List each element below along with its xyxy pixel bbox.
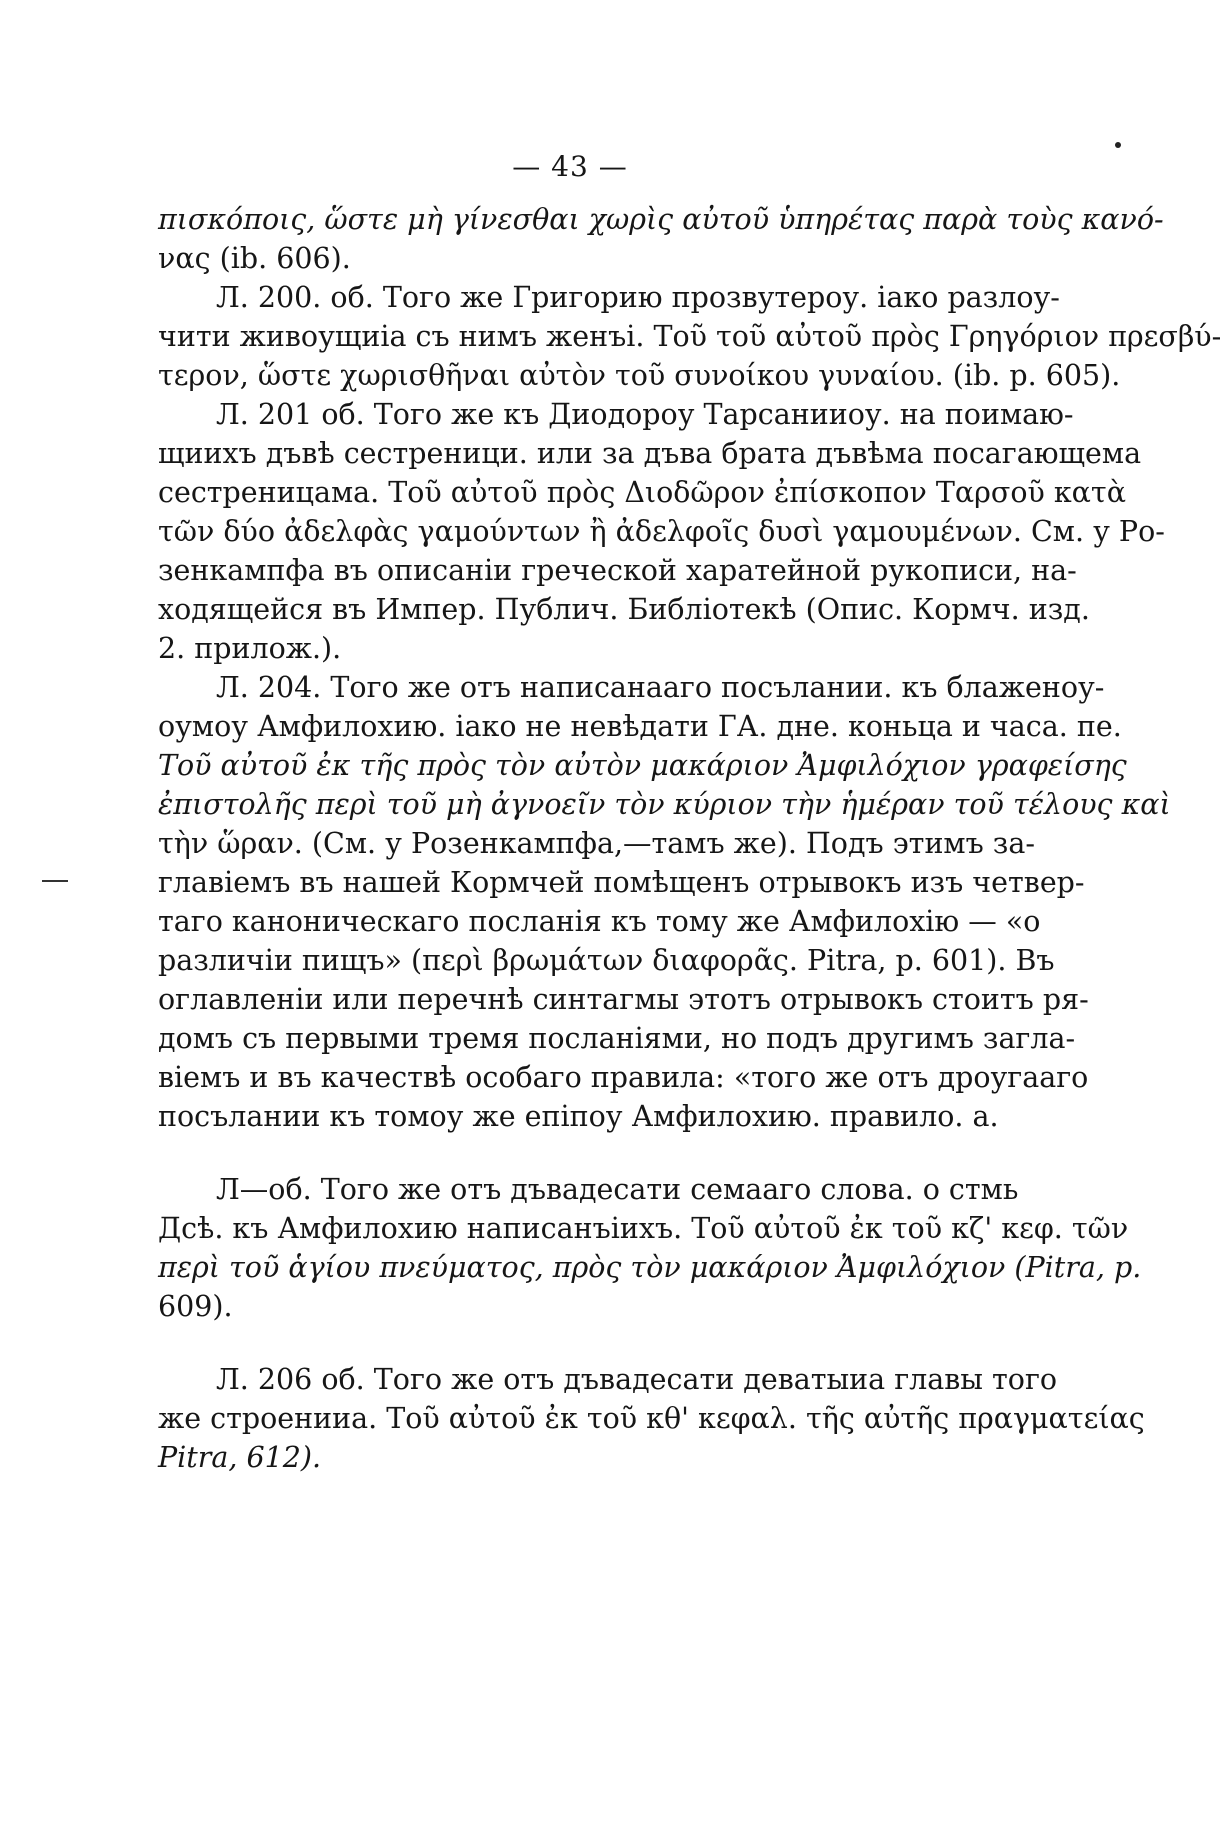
text-line: ходящейся въ Импер. Публич. Библіотекѣ (Опис. Кормч. изд.	[158, 593, 1090, 626]
text-line: щиихъ дъвѣ сестреници. или за дъва брата дъвѣма посагающема	[158, 437, 1142, 470]
text-line: τὴν ὥραν. (См. у Розенкампфа,—тамъ же). Подъ этимъ за-	[158, 827, 1035, 860]
text-line: 609).	[158, 1290, 233, 1323]
text-line: чити живоущиіа съ нимъ женъі. Τοῦ τοῦ αὐτοῦ πρὸς Γρηγόριον πρεσβύ-	[158, 320, 1221, 353]
text-line: τερον, ὥστε χωρισθῆναι αὐτὸν τοῦ συνοίκου γυναίου. (ib. p. 605).	[158, 359, 1121, 392]
text-line: Pitra, 612).	[158, 1441, 322, 1474]
page-number: — 43 —	[512, 150, 628, 183]
text-line: περὶ τοῦ ἁγίου πνεύματος, πρὸς τὸν μακάριον Ἀμφιλόχιον (Pitra, p.	[158, 1251, 1142, 1284]
text-line: 2. прилож.).	[158, 632, 342, 665]
text-line: Τοῦ αὐτοῦ ἐκ τῆς πρὸς τὸν αὐτὸν μακάριον Ἀμφιλόχιον γραφείσης	[158, 749, 1127, 782]
text-line: τῶν δύο ἀδελφὰς γαμούντων ἢ ἀδελφοῖς δυσὶ γαμουμένων. См. у Ро-	[158, 515, 1165, 548]
text-line: Л. 201 об. Того же къ Диодороу Тарсанииоу. на поимаю-	[216, 398, 1074, 431]
ink-dot	[1115, 142, 1121, 148]
text-line: Л—об. Того же отъ дъвадесати семааго слова. о стмь	[216, 1173, 1019, 1206]
text-line: Л. 206 об. Того же отъ дъвадесати деватыиа главы того	[216, 1363, 1058, 1396]
text-line: главіемъ въ нашей Кормчей помѣщенъ отрывокъ изъ четвер-	[158, 866, 1085, 899]
margin-dash	[42, 880, 68, 882]
text-line: оумоу Амфилохию. іако не невѣдати ГА. дне. коньца и часа. пе.	[158, 710, 1122, 743]
text-line: Дсѣ. къ Амфилохию написанъіихъ. Τοῦ αὐτοῦ ἐκ τοῦ κζ' κεφ. τῶν	[158, 1212, 1129, 1245]
text-line: Л. 200. об. Того же Григорию прозвутероу. іако разлоу-	[216, 281, 1060, 314]
text-line: ἐπιστολῆς περὶ τοῦ μὴ ἀγνοεῖν τὸν κύριον τὴν ἡμέραν τοῦ τέλους καὶ	[158, 788, 1171, 821]
text-line: νας (ib. 606).	[158, 242, 351, 275]
text-line: оглавленіи или перечнѣ синтагмы этотъ отрывокъ стоитъ ря-	[158, 983, 1089, 1016]
text-line: же строенииа. Τοῦ αὐτοῦ ἐκ τοῦ κθ' κεφαλ. τῆς αὐτῆς πραγματείας	[158, 1402, 1145, 1435]
text-line: таго каноническаго посланія къ тому же Амфилохію — «о	[158, 905, 1041, 938]
body-text	[158, 200, 1221, 1477]
text-line: сестреницама. Τοῦ αὐτοῦ πρὸς Διοδῶρον ἐπίσκοπον Ταρσοῦ κατὰ	[158, 476, 1126, 509]
text-line: различіи пищъ» (περὶ βρωμάτων διαφορᾶς. Pitra, p. 601). Въ	[158, 944, 1055, 977]
text-line: πισκόποις, ὥστε μὴ γίνεσθαι χωρὶς αὐτοῦ ὑπηρέτας παρὰ τοὺς κανό-	[158, 203, 1164, 236]
text-line: віемъ и въ качествѣ особаго правила: «того же отъ дроугааго	[158, 1061, 1089, 1094]
text-line: посълании къ томоу же епіпоу Амфилохию. правило. а.	[158, 1100, 999, 1133]
text-line: домъ съ первыми тремя посланіями, но подъ другимъ загла-	[158, 1022, 1076, 1055]
text-line: Л. 204. Того же отъ написанааго посълании. къ блаженоу-	[216, 671, 1105, 704]
text-line: зенкампфа въ описаніи греческой харатейной рукописи, на-	[158, 554, 1077, 587]
